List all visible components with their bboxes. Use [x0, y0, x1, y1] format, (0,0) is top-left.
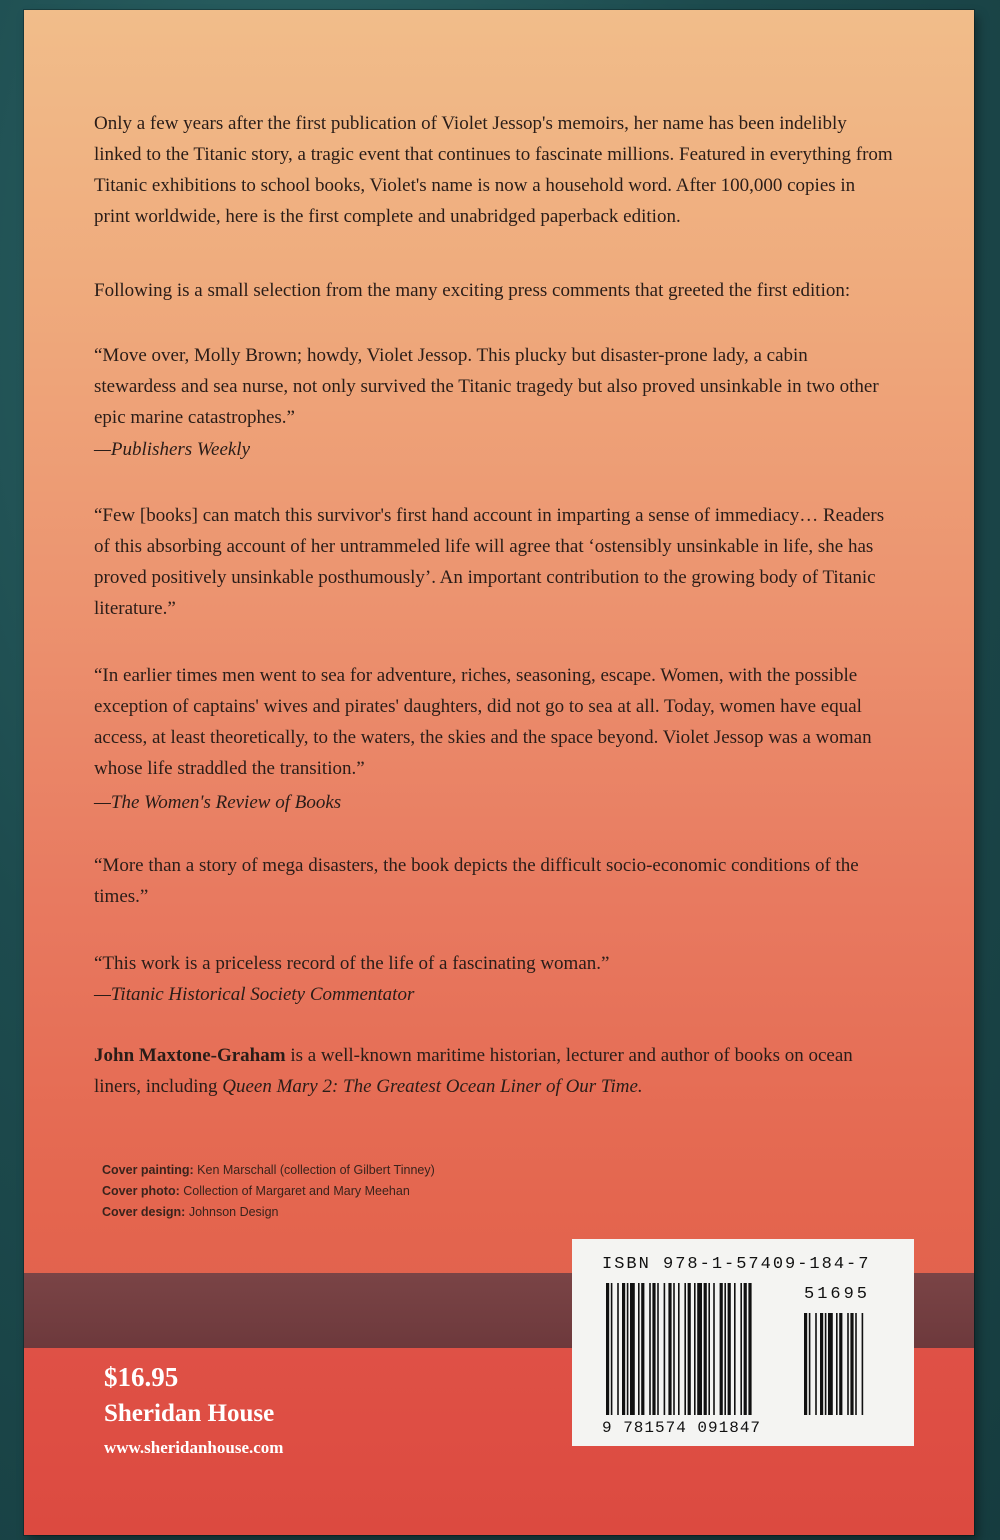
quote-text: “Few [books] can match this survivor's first hand account in imparting a sense of immediacy… Readers of this absorbing account of her untrammeled life will agree that ‘ostensibly unsinkable in life, she has proved positively unsinkable posthumously’. An important contribution to the growing body of Titanic literature.”: [94, 505, 885, 619]
credit-label: Cover painting:: [102, 1163, 194, 1177]
credit-value: Collection of Margaret and Mary Meehan: [183, 1184, 410, 1198]
quote-source: —The Women's Review of Books: [94, 792, 342, 813]
credit-label: Cover photo:: [102, 1184, 180, 1198]
press-lead: Following is a small selection from the many exciting press comments that greeted the first edition:: [94, 280, 851, 301]
author-bio-text: is a well-known maritime historian, lecturer and author of books on ocean liners, including: [94, 1045, 853, 1097]
publisher-website: www.sheridanhouse.com: [104, 1438, 284, 1457]
quote-text: “Move over, Molly Brown; howdy, Violet Jessop. This plucky but disaster-prone lady, a cabin stewardess and sea nurse, not only survived the Titanic tragedy but also proved unsinkable in two other epic marine catastrophes.”: [94, 345, 879, 428]
publisher-name: Sheridan House: [104, 1400, 275, 1427]
barcode-digits: 9 781574 091847: [602, 1419, 762, 1437]
cover-credits: [102, 1160, 435, 1223]
quote-text: “In earlier times men went to sea for adventure, riches, seasoning, escape. Women, with the possible exception of captains' wives and pirates' daughters, did not go to sea at all. Today, women have equal access, at least theoretically, to the waters, the skies and the space beyond. Violet Jessop was a woman whose life straddled the transition.”: [94, 665, 872, 779]
author-book-title: Queen Mary 2: The Greatest Ocean Liner of Our Time.: [222, 1076, 643, 1097]
author-name: John Maxtone-Graham: [94, 1045, 286, 1066]
book-back-cover: [24, 10, 974, 1535]
credit-line: [102, 1181, 435, 1202]
credit-value: Ken Marschall (collection of Gilbert Tinney): [197, 1163, 435, 1177]
quote-source: —Titanic Historical Society Commentator: [94, 984, 415, 1005]
credit-label: Cover design:: [102, 1205, 186, 1219]
price: $16.95: [104, 1362, 179, 1392]
quote-source: —Publishers Weekly: [94, 439, 251, 460]
isbn-text: ISBN 978-1-57409-184-7: [602, 1255, 871, 1274]
quote-text: “More than a story of mega disasters, the book depicts the difficult socio-economic conditions of the times.”: [94, 855, 859, 907]
credit-value: Johnson Design: [188, 1205, 279, 1219]
quote-text: “This work is a priceless record of the life of a fascinating woman.”: [94, 953, 610, 974]
barcode-label: [572, 1239, 914, 1446]
price-code-text: 51695: [804, 1285, 871, 1304]
intro-paragraph: Only a few years after the first publication of Violet Jessop's memoirs, her name has been indelibly linked to the Titanic story, a tragic event that continues to fascinate millions. Featured in everything from Titanic exhibitions to school books, Violet's name is now a household word. After 100,000 copies in print worldwide, here is the first complete and unabridged paperback edition.: [94, 113, 893, 227]
credit-line: [102, 1202, 435, 1223]
author-bio: [94, 1040, 894, 1102]
barcode: [572, 1239, 914, 1446]
credit-line: [102, 1160, 435, 1181]
